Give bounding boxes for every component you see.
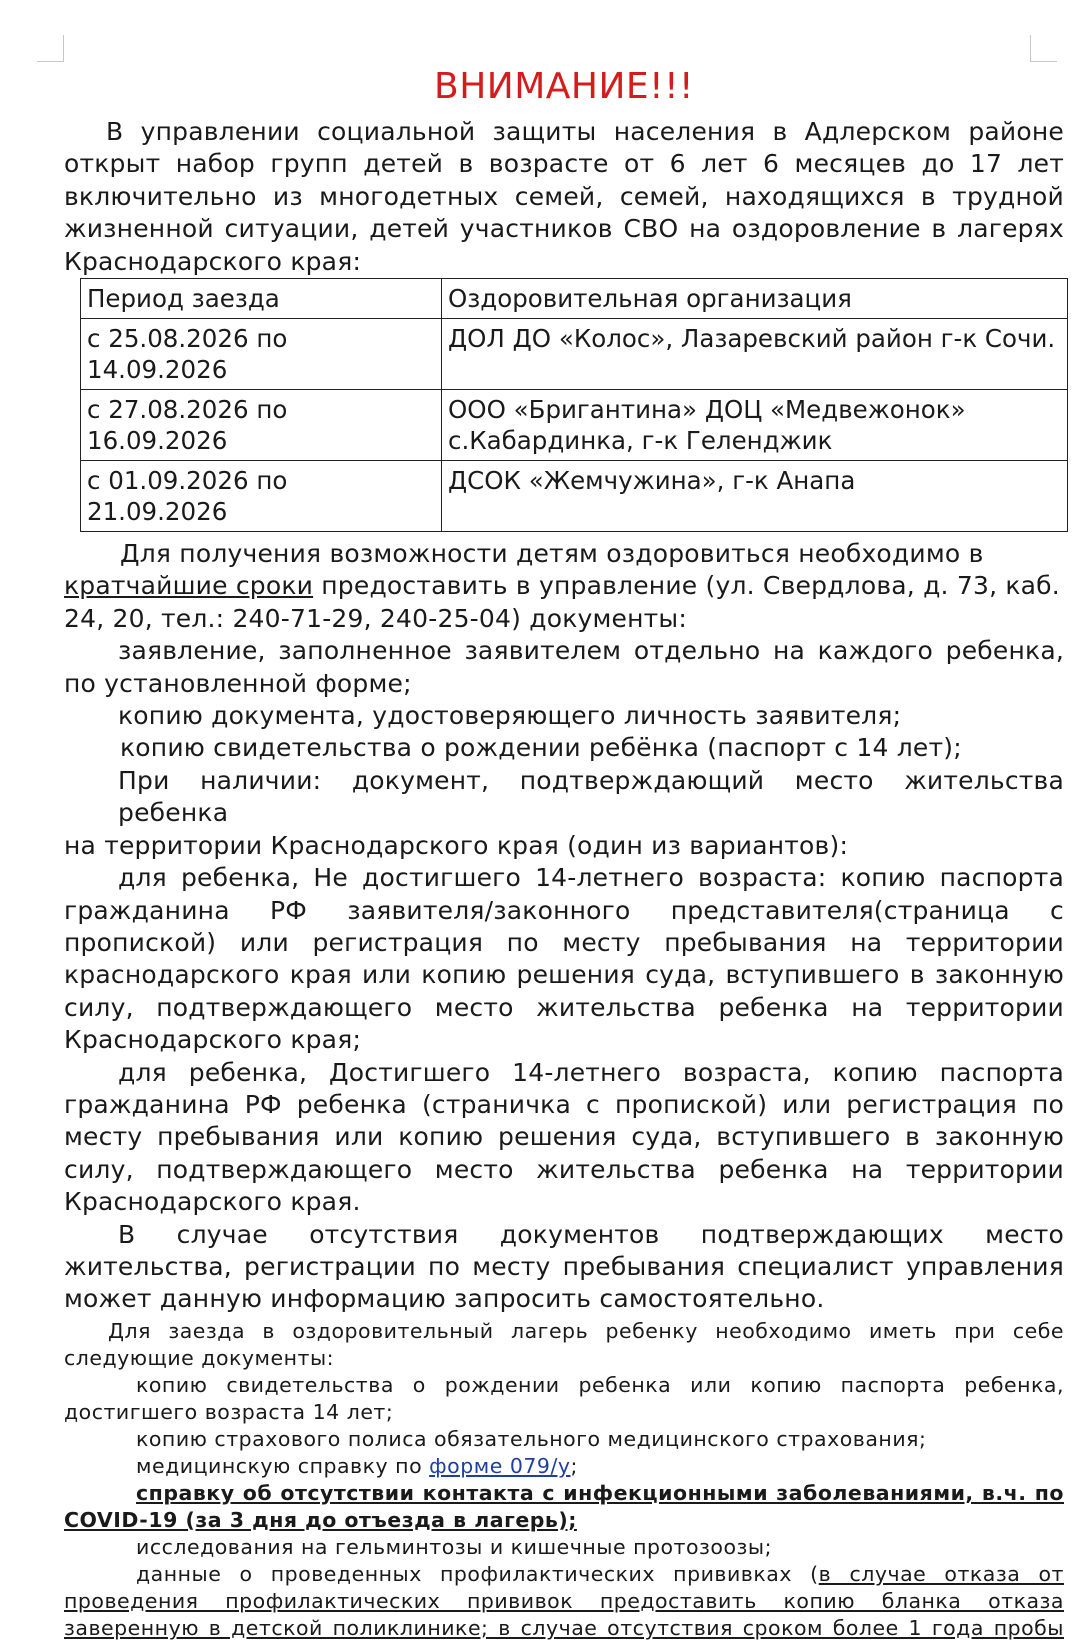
doc-residence: При наличии: документ, подтверждающий место жительства ребенка	[118, 765, 1064, 828]
submission-line: 24, 20, тел.: 240-71-29, 240-25-04) документы:	[64, 603, 687, 633]
camp-intro: Для заезда в оздоровительный лагерь ребенку необходимо иметь при себе	[108, 1318, 1064, 1343]
intro-line: В управлении социальной защиты населения в Адлерском районе	[106, 117, 1064, 146]
camp-birth-cont: достигшего возраста 14 лет;	[64, 1399, 394, 1424]
vaccination-underlined: заверенную в детской поликлинике; в случае отсутствия сроком более 1 года пробы	[64, 1615, 1064, 1640]
organization-cell: ДОЛ ДО «Колос», Лазаревский район г-к Сочи.	[442, 319, 1068, 390]
document-title: ВНИМАНИЕ!!!	[434, 66, 694, 107]
organization-cell: ООО «Бригантина» ДОЦ «Медвежонок» с.Кабардинка, г-к Геленджик	[442, 390, 1068, 461]
absence-line: В случае отсутствия документов подтверждающих место	[118, 1219, 1064, 1249]
under14-line: для ребенка, Не достигшего 14-летнего возраста: копию паспорта	[118, 863, 1064, 893]
doc-residence-cont: на территории Краснодарского края (один из вариантов):	[64, 830, 849, 860]
vaccination-underlined: в случае отказа от	[818, 1561, 1064, 1586]
documents-list	[64, 635, 1064, 1316]
column-header-period: Период заезда	[81, 279, 442, 319]
intro-line: Краснодарского края:	[64, 246, 362, 276]
over14-line: месту пребывания или копию решения суда, вступившего в законную	[64, 1122, 1064, 1152]
page-corner-mark-left	[37, 35, 64, 62]
intro-line: жизненной ситуации, детей участников СВО на оздоровление в лагерях	[64, 214, 1064, 244]
intro-line: открыт набор групп детей в возрасте от 6 лет 6 месяцев до 17 лет	[64, 149, 1064, 179]
table-header-row	[81, 279, 1068, 319]
submission-paragraph	[64, 538, 1064, 635]
absence-line: жительства, регистрации по месту пребывания специалист управления	[64, 1251, 1064, 1281]
camp-covid-cont	[64, 1507, 1064, 1534]
doc-application-cont: по установленной форме;	[64, 668, 412, 698]
organization-cell: ДСОК «Жемчужина», г-к Анапа	[442, 461, 1068, 532]
camp-intro-cont: следующие документы:	[64, 1345, 335, 1370]
over14-line: гражданина РФ ребенка (страничка с пропиской) или регистрация по	[64, 1089, 1064, 1119]
camp-vaccination-cont	[64, 1615, 1064, 1642]
vaccination-text: данные о проведенных профилактических прививках (	[136, 1561, 819, 1586]
column-header-organization: Оздоровительная организация	[442, 279, 1068, 319]
table-row	[81, 319, 1068, 390]
form-079-link[interactable]: форме 079/у	[429, 1453, 571, 1478]
submission-line: Для получения возможности детям оздоровиться необходимо в	[120, 539, 984, 569]
camp-birth: копию свидетельства о рождении ребенка или копию паспорта ребенка,	[136, 1372, 1064, 1397]
camp-helminth: исследования на гельминтозы и кишечные протозоозы;	[136, 1534, 773, 1559]
intro-line: включительно из многодетных семей, семей, находящихся в трудной	[64, 181, 1064, 211]
period-cell: с 25.08.2026 по 14.09.2026	[81, 319, 442, 390]
doc-birth-certificate: копию свидетельства о рождении ребёнка (паспорт с 14 лет);	[120, 733, 962, 763]
camp-medical	[64, 1453, 1064, 1480]
camp-covid	[64, 1480, 1064, 1507]
intro-paragraph	[64, 116, 1064, 278]
over14-line: силу, подтверждающего место жительства ребенка на территории	[64, 1154, 1064, 1184]
camp-vaccination	[64, 1561, 1064, 1588]
under14-line: Краснодарского края;	[64, 1025, 362, 1055]
doc-id-copy: копию документа, удостоверяющего личность заявителя;	[118, 701, 902, 731]
under14-line: силу, подтверждающего место жительства ребенка на территории	[64, 992, 1064, 1022]
camp-vaccination-cont	[64, 1588, 1064, 1615]
period-cell: с 01.09.2026 по 21.09.2026	[81, 461, 442, 532]
camp-documents	[64, 1318, 1064, 1642]
over14-line: Краснодарского края.	[64, 1187, 361, 1217]
deadline-underlined: кратчайшие сроки	[64, 571, 314, 601]
table-row	[81, 390, 1068, 461]
vaccination-underlined: проведения профилактических прививок предоставить копию бланка отказа	[64, 1588, 1064, 1613]
covid-text-cont: COVID-19 (за 3 дня до отъезда в лагерь);	[64, 1507, 577, 1532]
doc-application: заявление, заполненное заявителем отдельно на каждого ребенка,	[118, 636, 1064, 666]
under14-line: краснодарского края или копию решения суда, вступившего в законную	[64, 960, 1064, 990]
under14-line: гражданина РФ заявителя/законного представителя(страница с	[64, 895, 1064, 925]
over14-line: для ребенка, Достигшего 14-летнего возраста, копию паспорта	[118, 1057, 1064, 1087]
medical-text: медицинскую справку по	[136, 1453, 430, 1478]
absence-line: может данную информацию запросить самостоятельно.	[64, 1284, 825, 1314]
medical-suffix: ;	[570, 1453, 578, 1478]
under14-line: пропиской) или регистрация по месту пребывания на территории	[64, 927, 1064, 957]
covid-text: справку об отсутствии контакта с инфекционными заболеваниями, в.ч. по	[136, 1480, 1064, 1505]
submission-line	[64, 570, 1064, 602]
camp-insurance: копию страхового полиса обязательного медицинского страхования;	[136, 1426, 927, 1451]
period-cell: с 27.08.2026 по 16.09.2026	[81, 390, 442, 461]
submission-address: предоставить в управление (ул. Свердлова, д. 73, каб.	[313, 571, 1060, 601]
document-body	[64, 58, 1064, 1642]
schedule-table	[80, 278, 1068, 532]
table-row	[81, 461, 1068, 532]
